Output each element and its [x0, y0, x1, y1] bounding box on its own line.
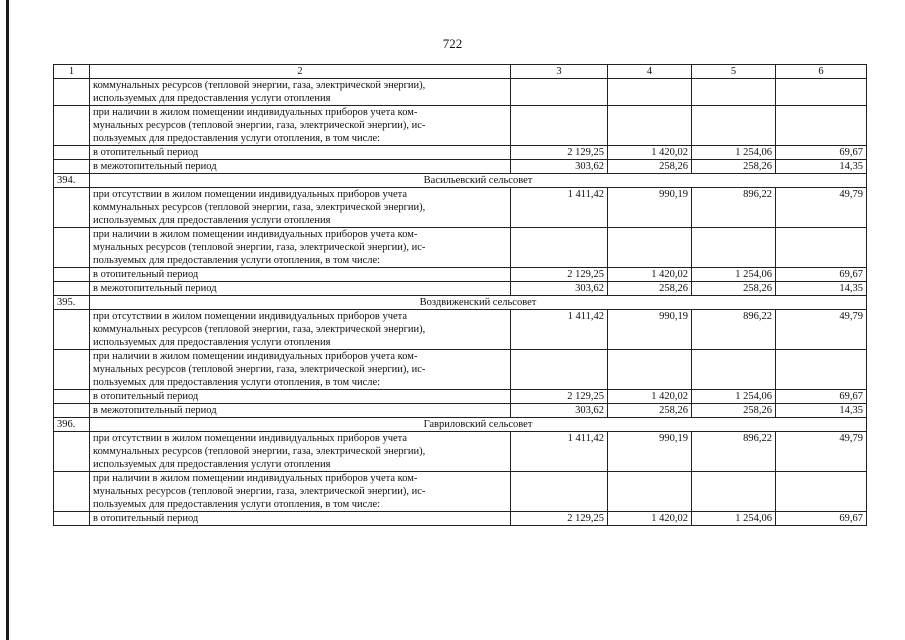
description-cell: в отопительный период: [90, 512, 511, 526]
value-col-6: [776, 350, 867, 390]
page-number: 722: [442, 36, 463, 51]
value-col-5: [692, 472, 776, 512]
value-col-3: 303,62: [511, 160, 608, 174]
value-col-5: 896,22: [692, 310, 776, 350]
value-col-5: 1 254,06: [692, 512, 776, 526]
description-cell: в отопительный период: [90, 146, 511, 160]
table-row: [54, 472, 867, 512]
description-cell: в межотопительный период: [90, 160, 511, 174]
description-line: коммунальных ресурсов (тепловой энергии, газа, электрической энергии),: [93, 324, 426, 335]
section-title: Воздвиженский сельсовет: [90, 296, 867, 310]
table-row: [54, 160, 867, 174]
value-col-6: 69,67: [776, 390, 867, 404]
index-cell: [54, 188, 90, 228]
section-row: [54, 418, 867, 432]
value-col-6: [776, 228, 867, 268]
value-col-4: 990,19: [608, 310, 692, 350]
table-row: [54, 268, 867, 282]
value-col-6: 49,79: [776, 188, 867, 228]
description-line: пользуемых для предоставления услуги отопления, в том числе:: [93, 133, 381, 144]
value-col-4: 1 420,02: [608, 512, 692, 526]
description-cell: [90, 228, 511, 268]
description-line: мунальных ресурсов (тепловой энергии, газа, электрической энергии), ис-: [93, 120, 426, 131]
table-row: [54, 188, 867, 228]
header-col-3: 3: [511, 65, 608, 79]
value-col-3: 303,62: [511, 282, 608, 296]
index-cell: [54, 350, 90, 390]
description-line: мунальных ресурсов (тепловой энергии, газа, электрической энергии), ис-: [93, 364, 426, 375]
value-col-5: 258,26: [692, 282, 776, 296]
value-col-6: 49,79: [776, 310, 867, 350]
value-col-3: 2 129,25: [511, 512, 608, 526]
page-edge-rule: [6, 0, 9, 640]
section-row: [54, 174, 867, 188]
index-cell: [54, 146, 90, 160]
description-line: мунальных ресурсов (тепловой энергии, газа, электрической энергии), ис-: [93, 486, 426, 497]
index-cell: [54, 390, 90, 404]
value-col-3: 1 411,42: [511, 188, 608, 228]
header-row: [54, 65, 867, 79]
value-col-5: 896,22: [692, 188, 776, 228]
value-col-4: [608, 106, 692, 146]
value-col-3: 303,62: [511, 404, 608, 418]
tariff-table: [53, 64, 867, 526]
value-col-6: 49,79: [776, 432, 867, 472]
index-cell: [54, 512, 90, 526]
value-col-6: 69,67: [776, 512, 867, 526]
description-cell: [90, 310, 511, 350]
value-col-6: 14,35: [776, 160, 867, 174]
description-cell: в отопительный период: [90, 390, 511, 404]
value-col-5: 896,22: [692, 432, 776, 472]
description-cell: [90, 472, 511, 512]
description-line: используемых для предоставления услуги отопления: [93, 215, 331, 226]
table-row: [54, 106, 867, 146]
value-col-4: [608, 350, 692, 390]
value-col-3: 2 129,25: [511, 146, 608, 160]
section-index: 394.: [54, 174, 90, 188]
description-line: коммунальных ресурсов (тепловой энергии, газа, электрической энергии),: [93, 446, 426, 457]
description-cell: в отопительный период: [90, 268, 511, 282]
index-cell: [54, 404, 90, 418]
value-col-5: 258,26: [692, 404, 776, 418]
value-col-3: [511, 79, 608, 106]
value-col-4: 1 420,02: [608, 268, 692, 282]
header-col-5: 5: [692, 65, 776, 79]
value-col-6: [776, 472, 867, 512]
value-col-5: 1 254,06: [692, 146, 776, 160]
value-col-5: [692, 106, 776, 146]
index-cell: [54, 432, 90, 472]
value-col-6: 14,35: [776, 404, 867, 418]
value-col-3: 2 129,25: [511, 390, 608, 404]
description-cell: [90, 432, 511, 472]
index-cell: [54, 268, 90, 282]
description-line: коммунальных ресурсов (тепловой энергии, газа, электрической энергии),: [93, 202, 426, 213]
description-line: при наличии в жилом помещении индивидуальных приборов учета ком-: [93, 473, 418, 484]
value-col-4: 258,26: [608, 160, 692, 174]
table-row: [54, 404, 867, 418]
section-title: Гавриловский сельсовет: [90, 418, 867, 432]
description-line: пользуемых для предоставления услуги отопления, в том числе:: [93, 255, 381, 266]
index-cell: [54, 106, 90, 146]
value-col-4: 1 420,02: [608, 390, 692, 404]
description-line: при отсутствии в жилом помещении индивидуальных приборов учета: [93, 311, 408, 322]
description-cell: [90, 350, 511, 390]
table-row: [54, 350, 867, 390]
header-col-4: 4: [608, 65, 692, 79]
value-col-3: [511, 106, 608, 146]
description-cell: в межотопительный период: [90, 404, 511, 418]
value-col-4: 1 420,02: [608, 146, 692, 160]
description-cell: [90, 79, 511, 106]
table-row: [54, 79, 867, 106]
description-cell: [90, 188, 511, 228]
description-line: пользуемых для предоставления услуги отопления, в том числе:: [93, 499, 381, 510]
value-col-4: 990,19: [608, 188, 692, 228]
section-index: 396.: [54, 418, 90, 432]
value-col-5: [692, 350, 776, 390]
description-line: при наличии в жилом помещении индивидуальных приборов учета ком-: [93, 351, 418, 362]
description-line: пользуемых для предоставления услуги отопления, в том числе:: [93, 377, 381, 388]
value-col-4: 258,26: [608, 404, 692, 418]
table-row: [54, 432, 867, 472]
index-cell: [54, 472, 90, 512]
value-col-4: 990,19: [608, 432, 692, 472]
value-col-3: [511, 228, 608, 268]
index-cell: [54, 79, 90, 106]
value-col-6: 69,67: [776, 268, 867, 282]
value-col-5: 258,26: [692, 160, 776, 174]
value-col-4: [608, 228, 692, 268]
description-line: коммунальных ресурсов (тепловой энергии, газа, электрической энергии),: [93, 80, 426, 91]
table-row: [54, 282, 867, 296]
description-line: при отсутствии в жилом помещении индивидуальных приборов учета: [93, 189, 408, 200]
value-col-6: [776, 79, 867, 106]
index-cell: [54, 282, 90, 296]
table-row: [54, 146, 867, 160]
value-col-3: [511, 350, 608, 390]
description-line: используемых для предоставления услуги отопления: [93, 93, 331, 104]
description-line: используемых для предоставления услуги отопления: [93, 337, 331, 348]
value-col-6: 14,35: [776, 282, 867, 296]
description-line: мунальных ресурсов (тепловой энергии, газа, электрической энергии), ис-: [93, 242, 426, 253]
value-col-5: 1 254,06: [692, 390, 776, 404]
description-cell: в межотопительный период: [90, 282, 511, 296]
table-row: [54, 228, 867, 268]
header-col-1: 1: [54, 65, 90, 79]
value-col-5: [692, 228, 776, 268]
value-col-4: [608, 79, 692, 106]
description-line: при отсутствии в жилом помещении индивидуальных приборов учета: [93, 433, 408, 444]
value-col-6: [776, 106, 867, 146]
section-index: 395.: [54, 296, 90, 310]
header-col-6: 6: [776, 65, 867, 79]
description-line: при наличии в жилом помещении индивидуальных приборов учета ком-: [93, 107, 418, 118]
description-line: при наличии в жилом помещении индивидуальных приборов учета ком-: [93, 229, 418, 240]
section-title: Васильевский сельсовет: [90, 174, 867, 188]
value-col-3: [511, 472, 608, 512]
value-col-3: 1 411,42: [511, 310, 608, 350]
header-col-2: 2: [90, 65, 511, 79]
value-col-4: 258,26: [608, 282, 692, 296]
table-row: [54, 390, 867, 404]
value-col-5: [692, 79, 776, 106]
value-col-3: 1 411,42: [511, 432, 608, 472]
value-col-5: 1 254,06: [692, 268, 776, 282]
table-row: [54, 310, 867, 350]
index-cell: [54, 228, 90, 268]
description-line: используемых для предоставления услуги отопления: [93, 459, 331, 470]
description-cell: [90, 106, 511, 146]
value-col-6: 69,67: [776, 146, 867, 160]
section-row: [54, 296, 867, 310]
index-cell: [54, 310, 90, 350]
table-row: [54, 512, 867, 526]
value-col-4: [608, 472, 692, 512]
value-col-3: 2 129,25: [511, 268, 608, 282]
index-cell: [54, 160, 90, 174]
